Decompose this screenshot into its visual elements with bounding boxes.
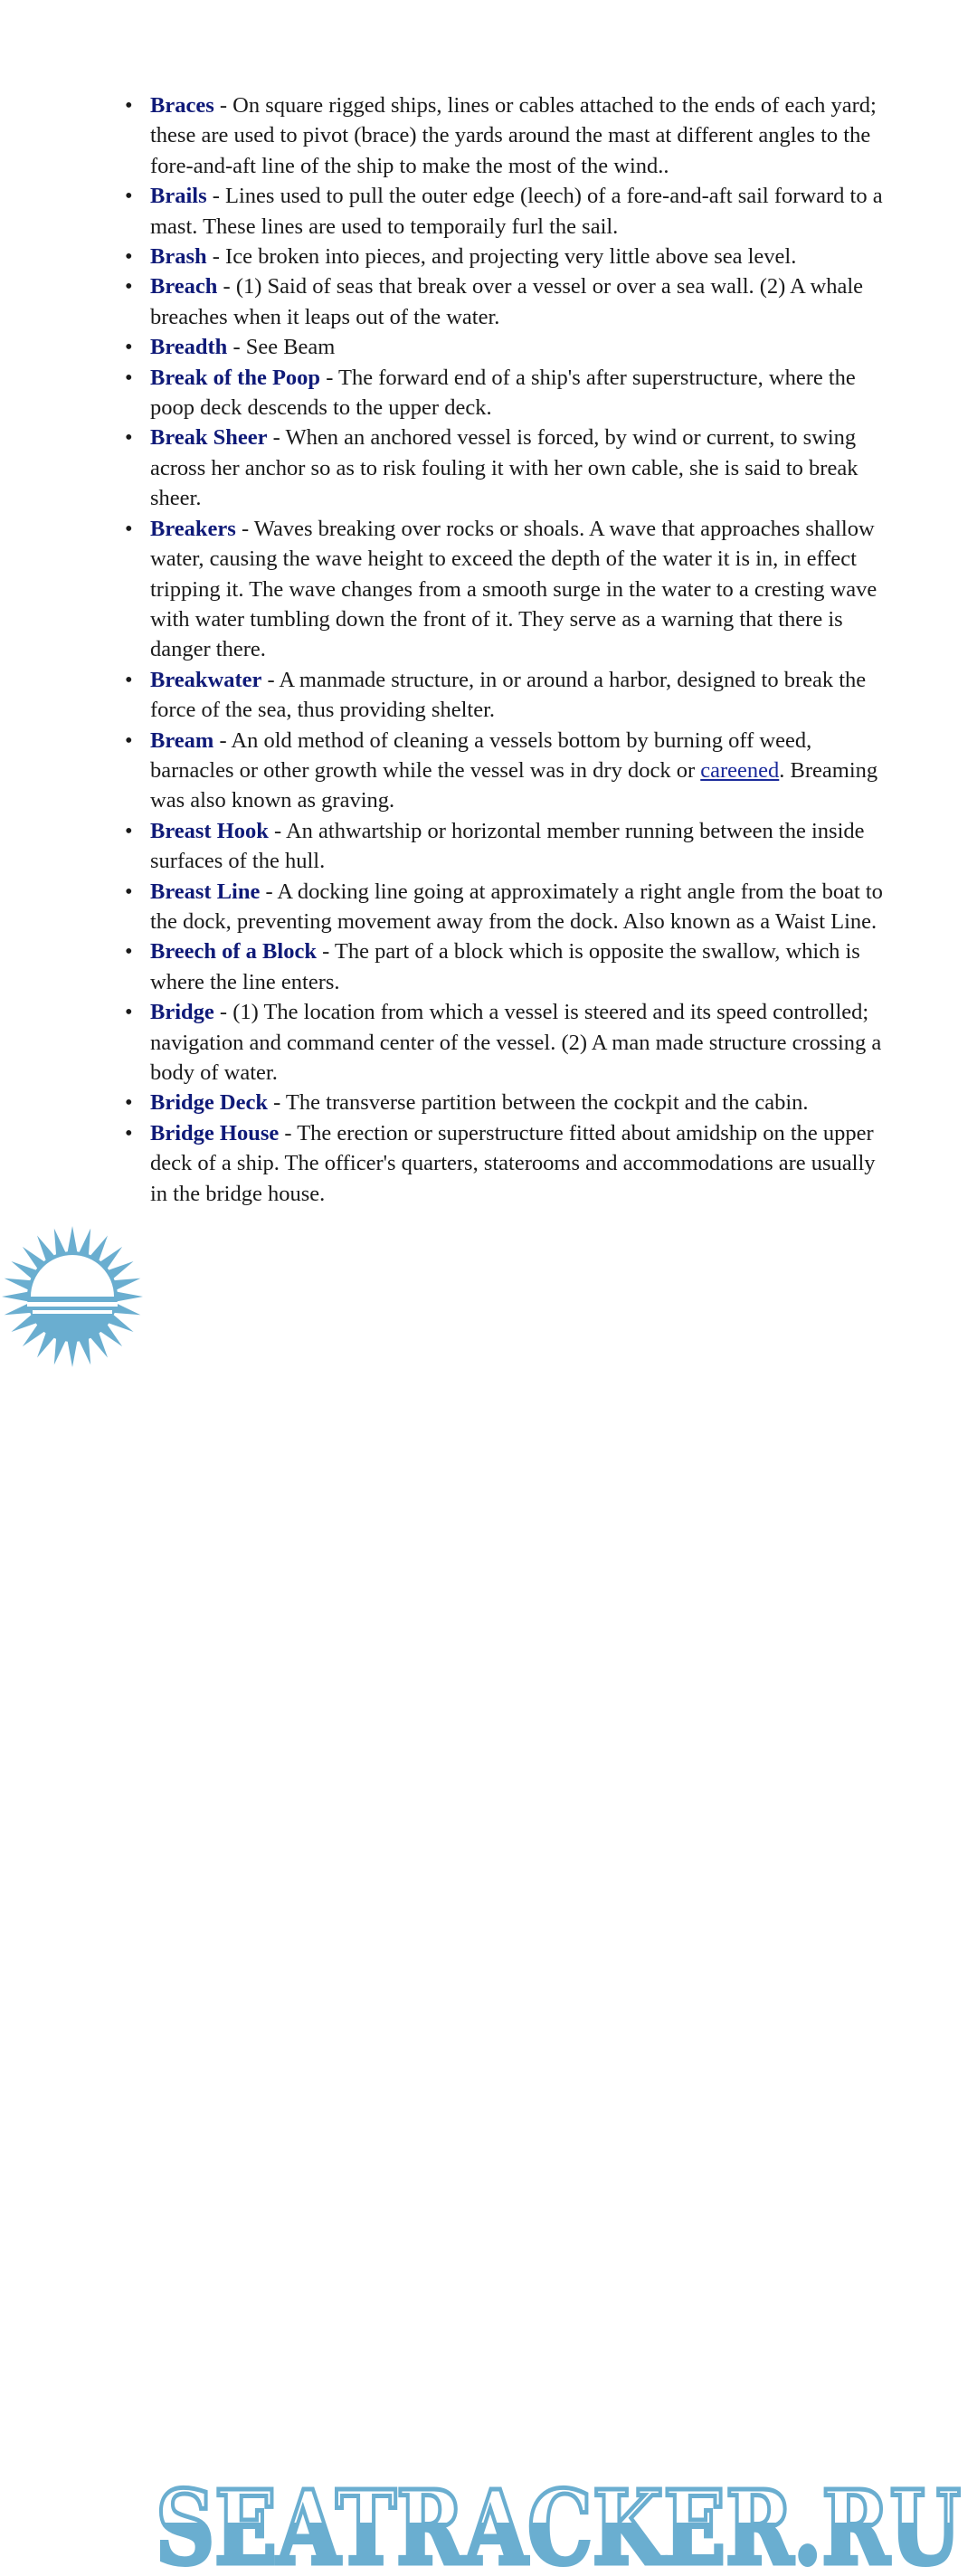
glossary-term: Breast Line	[150, 879, 261, 904]
sun-ray	[2, 1291, 29, 1301]
glossary-definition: - See Beam	[227, 335, 336, 360]
glossary-definition: - (1) The location from which a vessel is steered and its speed controlled; navigation and command center of the vessel. (2) A man made structure crossing a body of water.	[150, 1000, 882, 1085]
glossary-term: Break of the Poop	[150, 365, 321, 390]
glossary-entry	[125, 936, 885, 997]
glossary-entry	[125, 423, 885, 513]
sun-ray	[67, 1340, 77, 1367]
glossary-definition: - The erection or superstructure fitted about amidship on the upper deck of a ship. The officer's quarters, staterooms and accommodations are usually in the bridge house.	[150, 1120, 876, 1206]
glossary-entry	[125, 726, 885, 816]
glossary-definition: - Waves breaking over rocks or shoals. A wave that approaches shallow water, causing the wave height to exceed the depth of the water it is in, in effect tripping it. The wave changes from a smooth surge in the water to a cresting wave with water tumbling down the front of it. They serve as a warning that there is danger there.	[150, 516, 877, 662]
glossary-definition: - The part of a block which is opposite the swallow, which is where the line enters.	[150, 939, 860, 994]
glossary-definition: - A manmade structure, in or around a harbor, designed to break the force of the sea, thus providing shelter.	[150, 667, 867, 723]
glossary-definition: - A docking line going at approximately a right angle from the boat to the dock, preventing movement away from the dock. Also known as a Waist Line.	[150, 879, 883, 934]
glossary-entry	[125, 816, 885, 877]
glossary-term: Braces	[150, 93, 214, 118]
glossary-list	[125, 90, 885, 1209]
glossary-term: Breadth	[150, 335, 228, 360]
glossary-link[interactable]: careened	[700, 757, 780, 783]
sun-ray	[116, 1291, 143, 1301]
glossary-entry	[125, 181, 885, 242]
glossary-definition: - An athwartship or horizontal member running between the inside surfaces of the hull.	[150, 818, 865, 874]
glossary-term: Breakers	[150, 516, 236, 541]
glossary-entry	[125, 242, 885, 271]
glossary-definition: - The forward end of a ship's after superstructure, where the poop deck descends to the upper deck.	[150, 365, 856, 421]
glossary-term: Breech of a Block	[150, 939, 317, 965]
glossary-term: Brash	[150, 244, 207, 270]
glossary-definition: . Breaming was also known as graving.	[150, 757, 878, 813]
glossary-term: Break Sheer	[150, 425, 268, 451]
glossary-term: Bridge House	[150, 1120, 280, 1145]
sun-ray	[67, 1226, 77, 1253]
glossary-term: Bridge	[150, 1000, 214, 1025]
glossary-term: Breakwater	[150, 667, 262, 692]
glossary-entry	[125, 332, 885, 362]
glossary-definition: - The transverse partition between the cockpit and the cabin.	[267, 1090, 809, 1116]
glossary-term: Brails	[150, 184, 207, 209]
glossary-entry	[125, 1118, 885, 1209]
glossary-definition: - An old method of cleaning a vessels bottom by burning off weed, barnacles or other growth while the vessel was in dry dock or	[150, 727, 812, 783]
site-watermark	[0, 1226, 977, 2576]
glossary-definition: - (1) Said of seas that break over a vessel or over a sea wall. (2) A whale breaches when it leaps out of the water.	[150, 274, 864, 329]
site-wordmark-text: SEATRACKER.RU	[156, 2476, 961, 2576]
glossary-definition: - On square rigged ships, lines or cables attached to the ends of each yard; these are used to pivot (brace) the yards around the mast at different angles to the fore-and-aft line of the ship to make the most of the wind..	[150, 93, 877, 178]
glossary-term: Bream	[150, 727, 214, 753]
glossary-entry	[125, 877, 885, 937]
glossary-entry	[125, 90, 885, 181]
site-wordmark	[156, 2476, 970, 2576]
glossary-definition: - When an anchored vessel is forced, by wind or current, to swing across her anchor so as to risk fouling it with her own cable, she is said to break sheer.	[150, 425, 858, 511]
glossary-term: Breach	[150, 274, 218, 299]
glossary-definition: - Lines used to pull the outer edge (leech) of a fore-and-aft sail forward to a mast. These lines are used to temporaily furl the sail.	[150, 184, 883, 239]
glossary-term: Bridge Deck	[150, 1090, 268, 1116]
glossary-entry	[125, 997, 885, 1088]
glossary-term: Breast Hook	[150, 818, 269, 843]
glossary-entry	[125, 363, 885, 423]
glossary-entry	[125, 271, 885, 332]
glossary-entry	[125, 665, 885, 726]
sun-icon	[0, 1226, 154, 1371]
glossary-entry	[125, 514, 885, 665]
glossary-entry	[125, 1088, 885, 1117]
glossary-definition: - Ice broken into pieces, and projecting very little above sea level.	[206, 244, 797, 270]
